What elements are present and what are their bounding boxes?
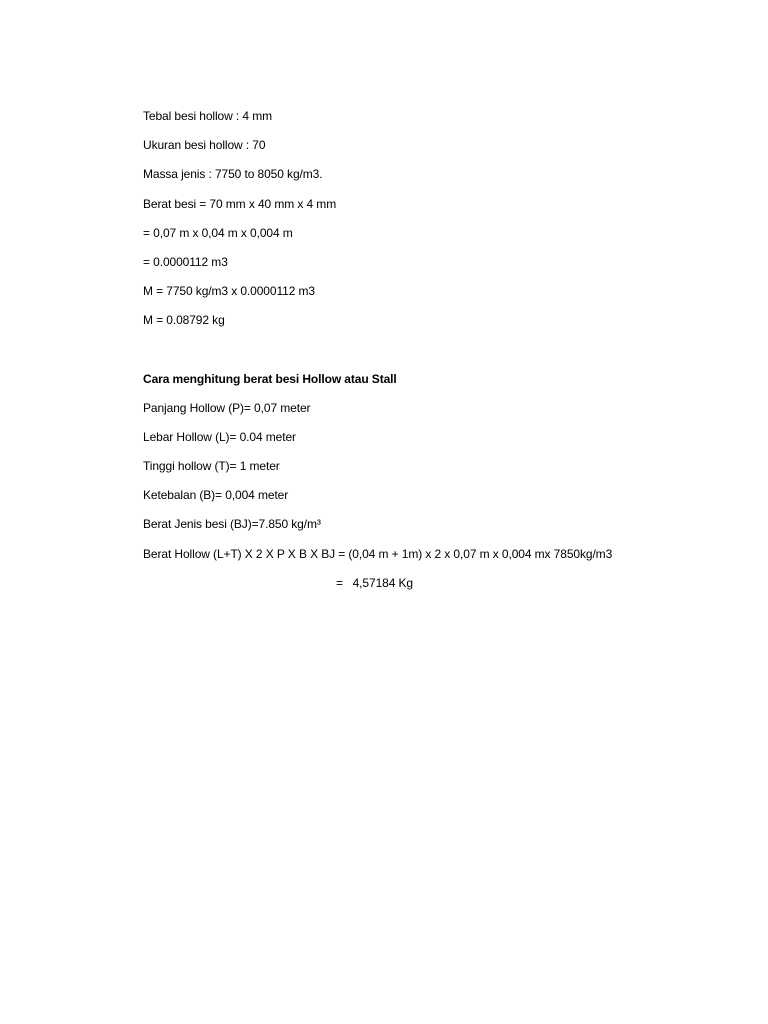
paragraph-gap (143, 343, 743, 372)
text-line-lebar: Lebar Hollow (L)= 0.04 meter (143, 429, 296, 444)
text-line-panjang: Panjang Hollow (P)= 0,07 meter (143, 400, 311, 415)
text-line-massa-jenis: Massa jenis : 7750 to 8050 kg/m3. (143, 167, 323, 182)
text-line-ukuran: Ukuran besi hollow : 70 (143, 138, 266, 153)
text-line-volume: = 0.0000112 m3 (143, 254, 228, 269)
text-line-berat-hollow-formula: Berat Hollow (L+T) X 2 X P X B X BJ = (0,04 m + 1m) x 2 x 0,07 m x 0,004 mx 7850kg/m3 (143, 546, 613, 561)
text-line-tinggi: Tinggi hollow (T)= 1 meter (143, 459, 280, 474)
text-line-tebal: Tebal besi hollow : 4 mm (143, 109, 272, 123)
text-line-ketebalan: Ketebalan (B)= 0,004 meter (143, 488, 289, 503)
text-line-berat-besi: Berat besi = 70 mm x 40 mm x 4 mm (143, 196, 337, 211)
document-body (143, 109, 743, 605)
text-line-berat-jenis: Berat Jenis besi (BJ)=7.850 kg/m³ (143, 517, 321, 532)
text-line-conversion: = 0,07 m x 0,04 m x 0,004 m (143, 225, 293, 240)
text-line-final-result: = 4,57184 Kg (336, 575, 413, 590)
section-heading: Cara menghitung berat besi Hollow atau Stall (143, 371, 397, 386)
text-line-mass-formula: M = 7750 kg/m3 x 0.0000112 m3 (143, 284, 315, 299)
text-line-mass-result: M = 0.08792 kg (143, 313, 225, 328)
